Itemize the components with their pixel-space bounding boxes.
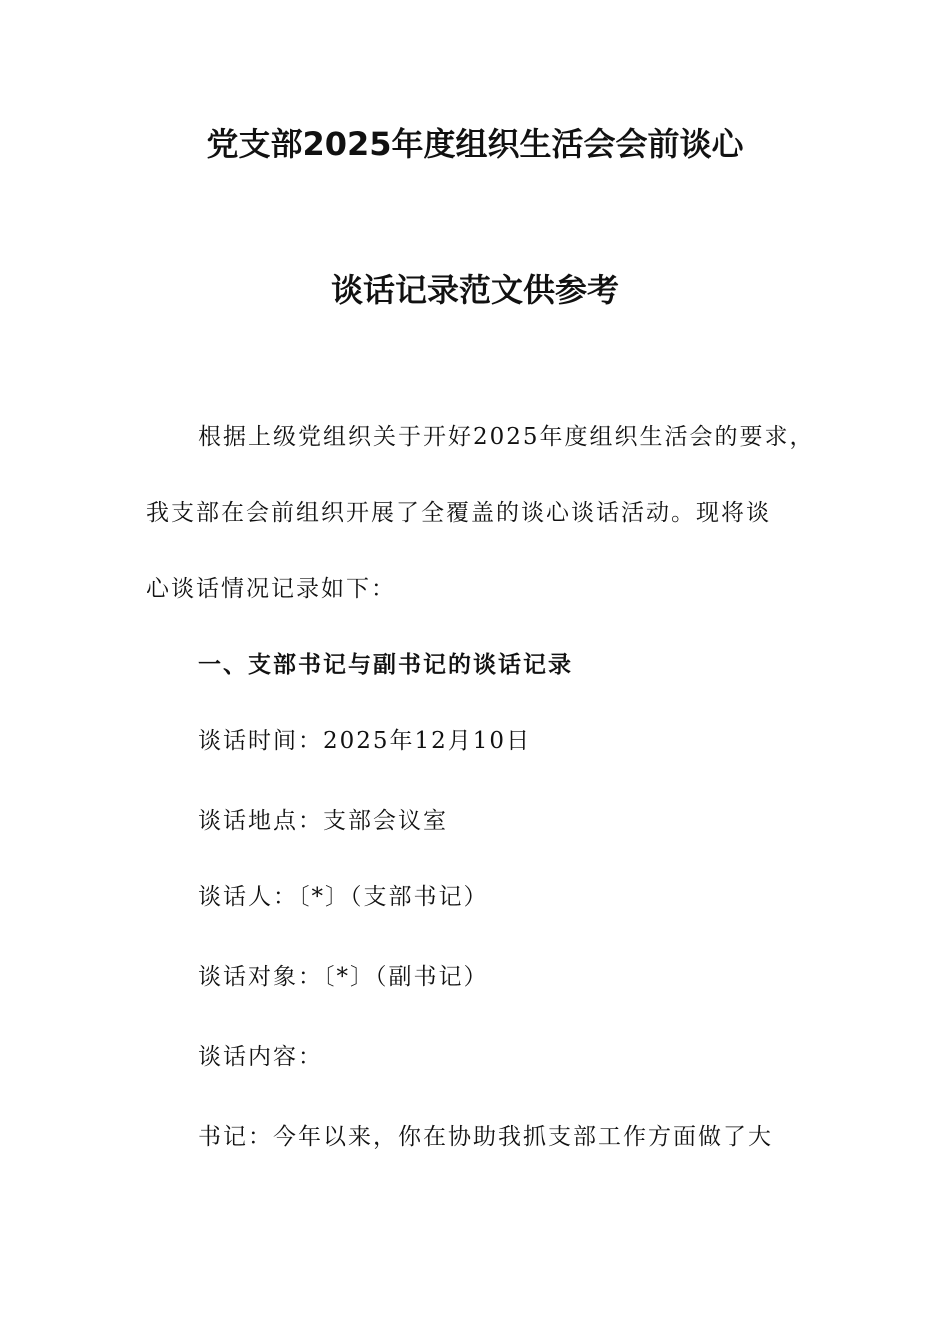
intro-paragraph-line-1: 根据上级党组织关于开好2025年度组织生活会的要求， [198,424,815,450]
talk-target: 谈话对象：〔*〕（副书记） [198,964,489,990]
talk-content-label: 谈话内容： [198,1044,323,1070]
intro-paragraph-line-3: 心谈话情况记录如下： [146,576,396,602]
talk-time: 谈话时间：2025年12月10日 [198,728,532,754]
document-title-line-1: 党支部2025年度组织生活会会前谈心 [206,125,744,163]
talk-content-first-line: 书记：今年以来，你在协助我抓支部工作方面做了大 [198,1124,773,1150]
talk-place: 谈话地点：支部会议室 [198,808,448,834]
talk-speaker: 谈话人：〔*〕（支部书记） [198,884,489,910]
intro-paragraph-line-2: 我支部在会前组织开展了全覆盖的谈心谈话活动。现将谈 [146,500,771,526]
section-1-heading: 一、支部书记与副书记的谈话记录 [198,651,573,678]
document-title-line-2: 谈话记录范文供参考 [330,271,619,309]
